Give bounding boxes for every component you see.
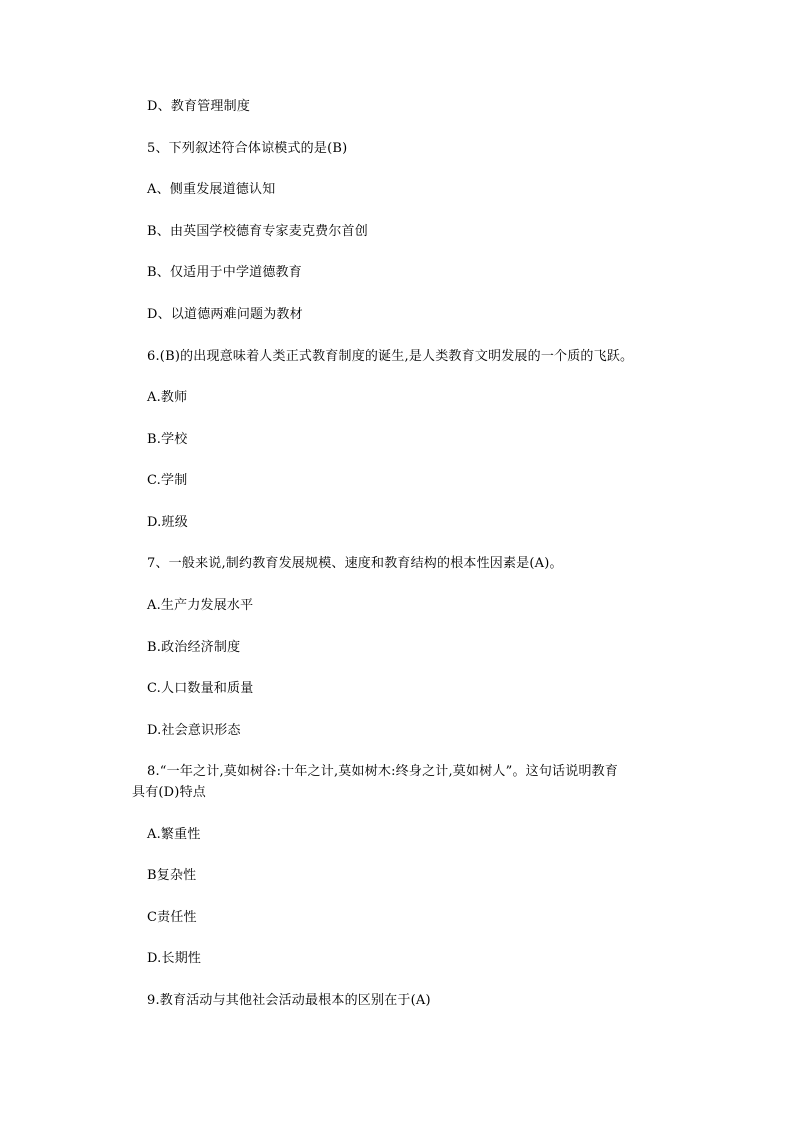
question-6: 6.(B)的出现意味着人类正式教育制度的诞生,是人类教育文明发展的一个质的飞跃。 [147, 349, 634, 364]
question-9: 9.教育活动与其他社会活动最根本的区别在于(A) [147, 993, 431, 1008]
question-5: 5、下列叙述符合体谅模式的是(B) [147, 141, 348, 156]
option-d-q4: D、教育管理制度 [147, 99, 251, 114]
option-c-q7: C.人口数量和质量 [147, 681, 254, 696]
option-d-q6: D.班级 [147, 515, 188, 530]
option-d-q7: D.社会意识形态 [147, 723, 241, 738]
option-a-q8: A.繁重性 [147, 827, 201, 842]
option-b-q8: B复杂性 [147, 868, 197, 883]
option-c-q6: C.学制 [147, 473, 188, 488]
option-b-q5: B、由英国学校德育专家麦克费尔首创 [147, 224, 368, 239]
question-8-continuation: 具有(D)特点 [132, 785, 206, 800]
option-c-q8: C责任性 [147, 910, 197, 925]
option-d-q5: D、以道德两难问题为教材 [147, 307, 303, 322]
option-a-q7: A.生产力发展水平 [147, 598, 254, 613]
question-8: 8.“一年之计,莫如树谷:十年之计,莫如树木:终身之计,莫如树人”。这句话说明教育 [147, 764, 619, 779]
option-a-q6: A.教师 [147, 390, 188, 405]
option-b-q7: B.政治经济制度 [147, 640, 241, 655]
option-c-q5: B、仅适用于中学道德教育 [147, 265, 302, 280]
option-b-q6: B.学校 [147, 432, 188, 447]
option-d-q8: D.长期性 [147, 951, 202, 966]
question-7: 7、一般来说,制约教育发展规模、速度和教育结构的根本性因素是(A)。 [147, 556, 563, 571]
option-a-q5: A、侧重发展道德认知 [147, 182, 276, 197]
